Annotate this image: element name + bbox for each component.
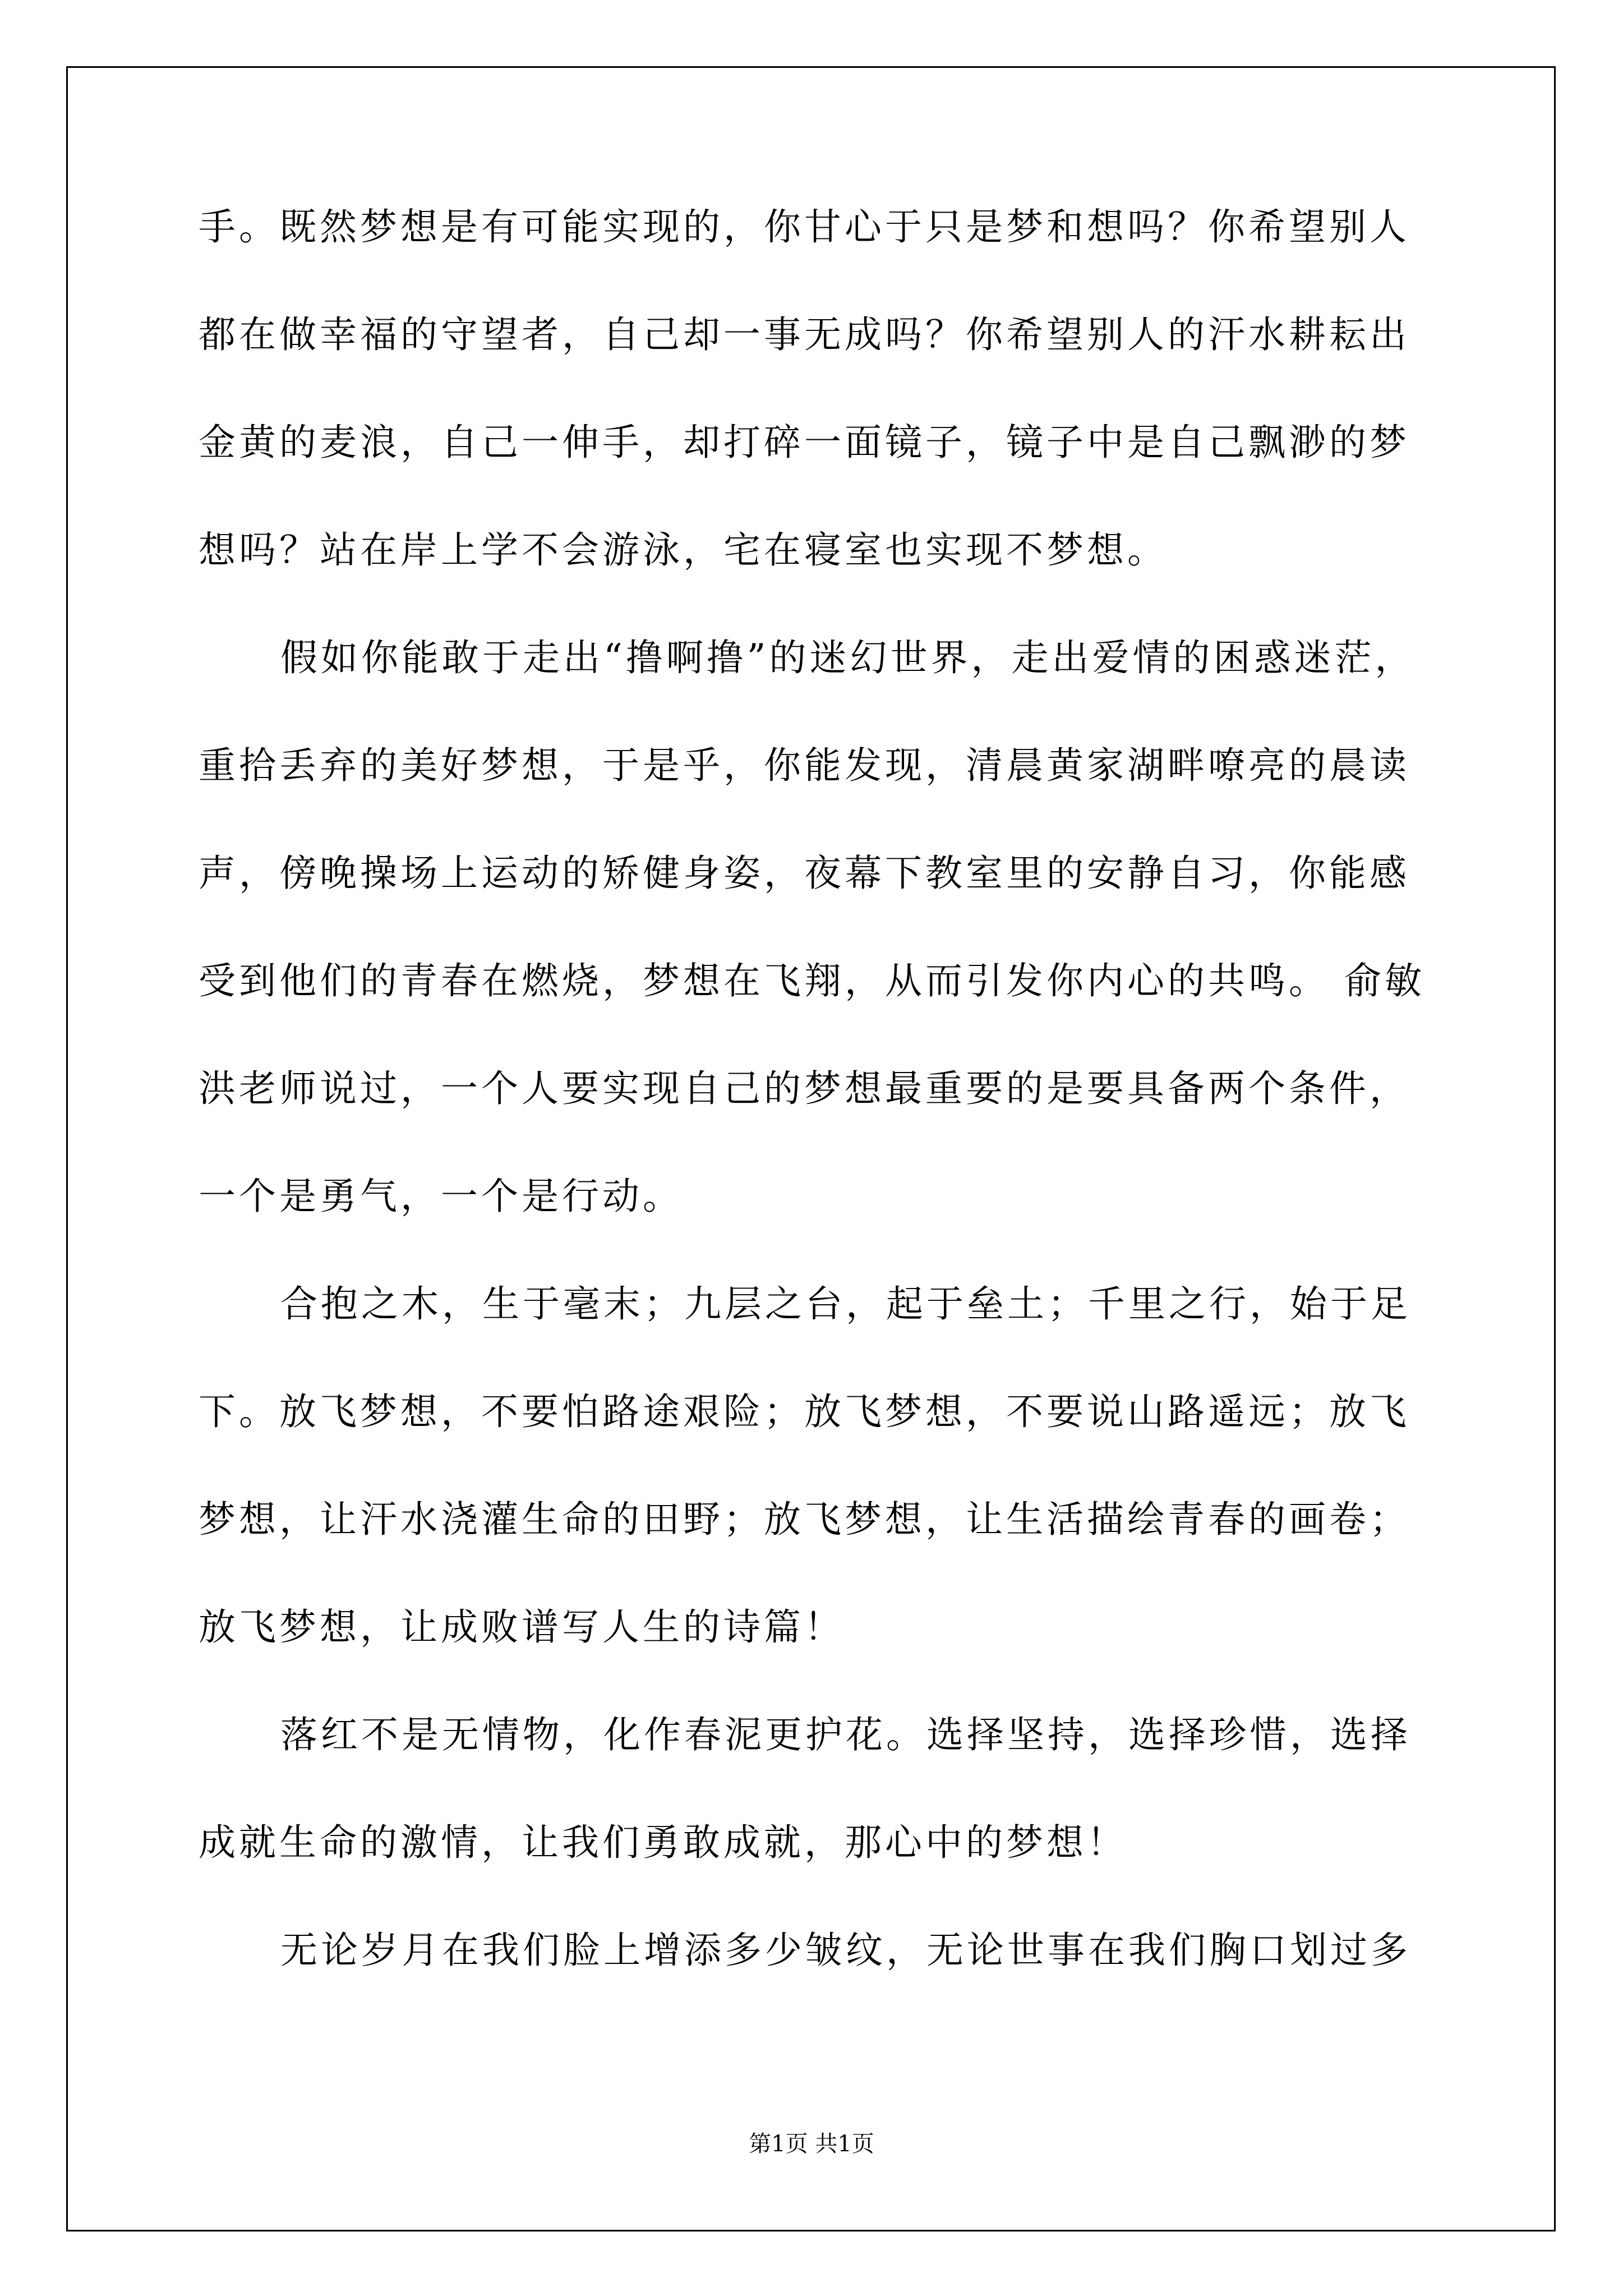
text-line: 放飞梦想，让成败谱写人生的诗篇！ <box>199 1605 845 1649</box>
text-line: 都在做幸福的守望者，自己却一事无成吗？你希望别人的汗水耕耘出 <box>199 313 1410 356</box>
text-line: 合抱之木，生于毫末；九层之台，起于垒土；千里之行，始于足 <box>280 1282 1411 1326</box>
text-line: 梦想，让汗水浇灌生命的田野；放飞梦想，让生活描绘青春的画卷； <box>199 1498 1410 1541</box>
document-body <box>199 205 1432 2040</box>
text-line: 无论岁月在我们脸上增添多少皱纹，无论世事在我们胸口划过多 <box>280 1929 1411 1972</box>
text-line: 重拾丢弃的美好梦想，于是乎，你能发现，清晨黄家湖畔嘹亮的晨读 <box>199 744 1410 787</box>
text-line: 想吗？站在岸上学不会游泳，宅在寝室也实现不梦想。 <box>199 528 1168 572</box>
text-line: 受到他们的青春在燃烧，梦想在飞翔，从而引发你内心的共鸣。 俞敏 <box>199 959 1425 1002</box>
text-line: 手。既然梦想是有可能实现的，你甘心于只是梦和想吗？你希望别人 <box>199 205 1410 249</box>
text-line: 声，傍晚操场上运动的矫健身姿，夜幕下教室里的安静自习，你能感 <box>199 852 1410 895</box>
page-footer <box>0 2131 1623 2157</box>
text-line: 下。放飞梦想，不要怕路途艰险；放飞梦想，不要说山路遥远；放飞 <box>199 1390 1410 1433</box>
page-number: 第1页 共1页 <box>749 2131 874 2157</box>
text-line: 成就生命的激情，让我们勇敢成就，那心中的梦想！ <box>199 1821 1127 1864</box>
text-line: 一个是勇气，一个是行动。 <box>199 1175 683 1218</box>
text-line: 金黄的麦浪，自己一伸手，却打碎一面镜子，镜子中是自己飘渺的梦 <box>199 421 1410 464</box>
text-line: 假如你能敢于走出“撸啊撸”的迷幻世界，走出爱情的困惑迷茫， <box>280 636 1415 679</box>
text-line: 落红不是无情物，化作春泥更护花。选择坚持，选择珍惜，选择 <box>280 1713 1411 1756</box>
text-line: 洪老师说过，一个人要实现自己的梦想最重要的是要具备两个条件， <box>199 1067 1410 1110</box>
